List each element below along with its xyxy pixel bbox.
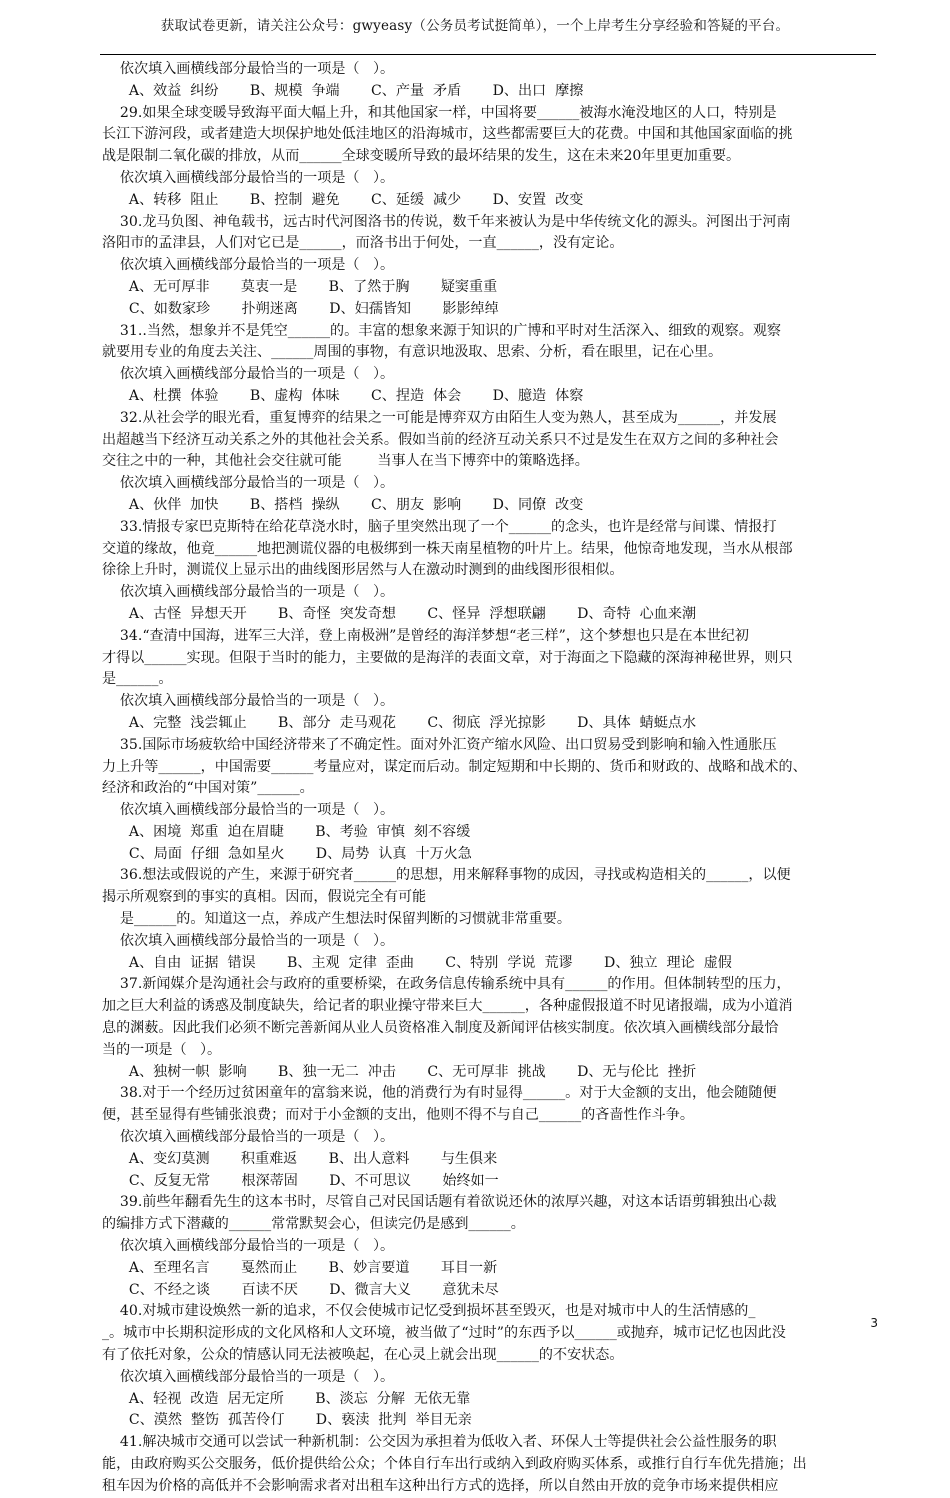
text-line: 能，由政府购买公交服务，低价提供给公众；个体自行车出行或纳入到政府购买体系，或推行自行车优先措施；出 [102, 1456, 807, 1472]
text-line: C、如数家珍 扑朔迷离 D、妇孺皆知 影影绰绰 [102, 300, 499, 317]
text-line: 交往之中的一种，其他社会交往就可能 当事人在当下博弈中的策略选择。 [102, 453, 589, 470]
text-line: A、独树一帜 影响 B、独一无二 冲击 C、无可厚非 挑战 D、无与伦比 挫折 [102, 1063, 697, 1080]
text-line: 依次填入画横线部分最恰当的一项是（ ）。 [102, 257, 395, 274]
text-line: 38.对于一个经历过贫困童年的富翁来说，他的消费行为有时显得______。对于大金额的支出，他会随随便 [102, 1085, 777, 1102]
text-line: A、至理名言 戛然而止 B、妙言要道 耳目一新 [102, 1259, 498, 1276]
text-line: 35.国际市场疲软给中国经济带来了不确定性。面对外汇资产缩水风险、出口贸易受到影响和输入性通胀压 [102, 736, 777, 753]
text-line: A、变幻莫测 积重难返 B、出人意料 与生俱来 [102, 1150, 498, 1167]
text-line: 37.新闻媒介是沟通社会与政府的重要桥梁，在政务信息传输系统中具有______的作用。但体制转型的压力， [102, 976, 791, 993]
text-line: 33.情报专家巴克斯特在给花草浇水时，脑子里突然出现了一个______的念头，也许是经常与间谍、情报打 [102, 518, 777, 535]
text-line: 30.龙马负图、神龟载书，远古时代河图洛书的传说，数千年来被认为是中华传统文化的源头。河图出于河南 [102, 213, 791, 230]
page-header: 获取试卷更新，请关注公众号：gwyeasy（公务员考试挺简单），一个上岸考生分享经验和答疑的平台。 [160, 18, 790, 34]
text-line: A、转移 阻止 B、控制 避免 C、延缓 减少 D、安置 改变 [102, 191, 584, 208]
text-line: 40.对城市建设焕然一新的追求，不仅会使城市记忆受到损坏甚至毁灭，也是对城市中人的生活情感的_ [102, 1303, 756, 1320]
text-line: A、古怪 异想天开 B、奇怪 突发奇想 C、怪异 浮想联翩 D、奇特 心血来潮 [102, 605, 697, 622]
text-line: 才得以______实现。但限于当时的能力，主要做的是海洋的表面文章，对于海面之下隐藏的深海神秘世界，则只 [102, 649, 793, 666]
text-line: 力上升等______，中国需要______考量应对，谋定而后动。制定短期和中长期的、货币和财政的、战略和战术的、 [102, 758, 807, 775]
text-line: C、漠然 整饬 孤苦伶仃 D、亵渎 批判 举目无亲 [102, 1412, 472, 1429]
text-line: 就要用专业的角度去关注、______周围的事物，有意识地汲取、思索、分析，看在眼里，记在心里。 [102, 344, 723, 361]
text-line: 便，甚至显得有些铺张浪费；而对于小金额的支出，他则不得不与自己______的吝啬性作斗争。 [102, 1107, 694, 1124]
text-line: A、效益 纠纷 B、规模 争端 C、产量 矛盾 D、出口 摩擦 [102, 82, 584, 99]
text-line: 依次填入画横线部分最恰当的一项是（ ）。 [102, 932, 395, 949]
page-number: 3 [870, 1316, 878, 1330]
question-text [102, 59, 878, 1498]
text-line: 加之巨大利益的诱惑及制度缺失，给记者的职业操守带来巨大______，各种虚假报道不时见诸报端，成为小道消 [102, 998, 793, 1015]
text-line: 是______的。知道这一点，养成产生想法时保留判断的习惯就非常重要。 [102, 911, 571, 928]
text-line: 39.前些年翻看先生的这本书时，尽管自己对民国话题有着欲说还休的浓厚兴趣，对这本话语剪辑独出心裁 [102, 1194, 777, 1211]
text-line: 36.想法或假说的产生，来源于研究者______的思想，用来解释事物的成因，寻找或构造相关的______，以便 [102, 867, 791, 884]
text-line: 交道的缘故，他竟______地把测谎仪器的电极绑到一株天南星植物的叶片上。结果，他惊奇地发现，当水从根部 [102, 540, 793, 557]
text-line: A、困境 郑重 迫在眉睫 B、考验 审慎 刻不容缓 [102, 823, 471, 840]
text-line: A、无可厚非 莫衷一是 B、了然于胸 疑窦重重 [102, 278, 498, 295]
text-line: 息的渊薮。因此我们必须不断完善新闻从业人员资格准入制度及新闻评估核实制度。依次填入画横线部分最恰 [102, 1020, 779, 1037]
text-line: 长江下游河段，或者建造大坝保护地处低洼地区的沿海城市，这些都需要巨大的花费。中国和其他国家面临的挑 [102, 126, 793, 143]
text-line: A、伙伴 加快 B、搭档 操纵 C、朋友 影响 D、同僚 改变 [102, 496, 584, 513]
text-line: 依次填入画横线部分最恰当的一项是（ ）。 [102, 475, 395, 492]
text-line: 是______。 [102, 671, 173, 688]
text-line: C、不经之谈 百读不厌 D、微言大义 意犹未尽 [102, 1281, 499, 1298]
text-line: A、轻视 改造 居无定所 B、淡忘 分解 无依无靠 [102, 1390, 471, 1407]
text-line: 41.解决城市交通可以尝试一种新机制：公交因为承担着为低收入者、环保人士等提供社会公益性服务的职 [102, 1434, 777, 1451]
text-line: 依次填入画横线部分最恰当的一项是（ ）。 [102, 1238, 395, 1255]
text-line: C、反复无常 根深蒂固 D、不可思议 始终如一 [102, 1172, 499, 1189]
text-line: 徐徐上升时，测谎仪上显示出的曲线图形居然与人在激动时测到的曲线图形很相似。 [102, 562, 624, 579]
text-line: 战是限制二氧化碳的排放，从而______全球变暖所导致的最坏结果的发生，这在未来20年里更加重要。 [102, 148, 741, 165]
text-line: 31..当然，想象并不是凭空______的。丰富的想象来源于知识的广博和平时对生活深入、细致的观察。观察 [102, 322, 782, 339]
text-line: 依次填入画横线部分最恰当的一项是（ ）。 [102, 1129, 395, 1146]
text-line: A、杜撰 体验 B、虚构 体味 C、捏造 体会 D、臆造 体察 [102, 387, 584, 404]
text-line: 的编排方式下潜藏的______常常默契会心，但读完仍是感到______。 [102, 1216, 525, 1233]
text-line: 34.“查清中国海，进军三大洋，登上南极洲”是曾经的海洋梦想“老三样”，这个梦想也只是在本世纪初 [102, 627, 749, 644]
text-line: 依次填入画横线部分最恰当的一项是（ ）。 [102, 61, 395, 77]
text-line: 依次填入画横线部分最恰当的一项是（ ）。 [102, 366, 395, 383]
text-line: 出超越当下经济互动关系之外的其他社会关系。假如当前的经济互动关系只不过是发生在双方之间的多种社会 [102, 431, 779, 448]
text-line: 依次填入画横线部分最恰当的一项是（ ）。 [102, 802, 395, 819]
header-divider [100, 54, 876, 55]
text-line: 32.从社会学的眼光看，重复博弈的结果之一可能是博弈双方由陌生人变为熟人，甚至成为______，并发展 [102, 409, 777, 426]
text-line: 依次填入画横线部分最恰当的一项是（ ）。 [102, 169, 395, 186]
text-line: 当的一项是（ ）。 [102, 1041, 222, 1058]
text-line: A、完整 浅尝辄止 B、部分 走马观花 C、彻底 浮光掠影 D、具体 蜻蜓点水 [102, 714, 697, 731]
text-line: 洛阳市的孟津县，人们对它已是______，而洛书出于何处，一直______，没有定论。 [102, 235, 624, 252]
text-line: 揭示所观察到的事实的真相。因而，假说完全有可能 [102, 889, 427, 906]
text-line: C、局面 仔细 急如星火 D、局势 认真 十万火急 [102, 845, 472, 862]
text-line: 29.如果全球变暖导致海平面大幅上升，和其他国家一样，中国将要______被海水淹没地区的人口，特别是 [102, 104, 777, 121]
text-line: 依次填入画横线部分最恰当的一项是（ ）。 [102, 1368, 395, 1385]
text-line: A、自由 证据 错误 B、主观 定律 歪曲 C、特别 学说 荒谬 D、独立 理论 虚假 [102, 954, 732, 971]
text-line: 依次填入画横线部分最恰当的一项是（ ）。 [102, 584, 395, 601]
text-line: 租车因为价格的高低并不会影响需求者对出租车这种出行方式的选择，所以自然由开放的竞争市场来提供相应 [102, 1477, 779, 1494]
text-line: 有了依托对象，公众的情感认同无法被唤起，在心灵上就会出现______的不安状态。 [102, 1347, 624, 1364]
text-line: _。城市中长期积淀形成的文化风格和人文环境，被当做了“过时”的东西予以______或抛弃，城市记忆也因此没 [102, 1325, 786, 1342]
text-line: 经济和政治的“中国对策”______。 [102, 780, 314, 797]
text-line: 依次填入画横线部分最恰当的一项是（ ）。 [102, 693, 395, 710]
